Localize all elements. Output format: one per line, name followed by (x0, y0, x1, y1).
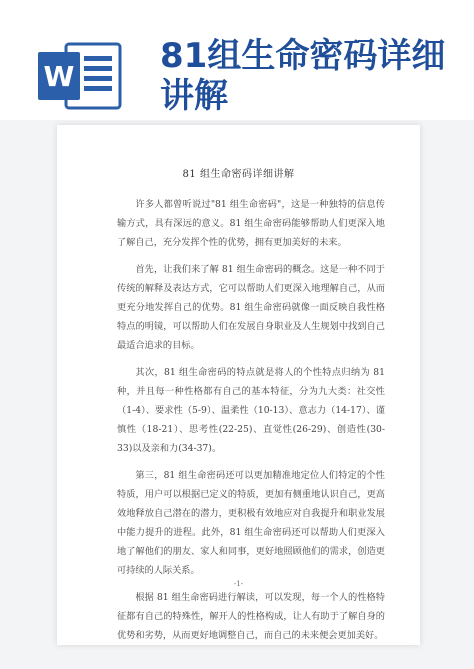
document-title: 81 组生命密码详细讲解 (182, 169, 295, 180)
paragraph-2: 首先，让我们来了解 81 组生命密码的概念。这是一种不同于传统的解释及表达方式，它可以帮助人们更深入地理解自己，从而更充分地发挥自己的优势。81 组生命密码就像一面反映自我性格特点的明镜，可以帮助人们在发展自身职业及人生规划中找到自己最适合追求的目标。 (117, 264, 385, 351)
paragraph-5: 根据 81 组生命密码进行解读，可以发现，每一个人的性格特征都有自己的特殊性，解开人的性格构成，让人有助于了解自身的优势和劣势，从而更好地调整自己，而自己的未来便会更加美好。 (117, 592, 385, 641)
svg-text:W: W (43, 60, 75, 93)
paragraph-1: 许多人都曾听说过"81 组生命密码"，这是一种独特的信息传输方式，具有深远的意义。81 组生命密码能够帮助人们更深入地了解自己，充分发挥个性的优势，拥有更加美好的未来。 (117, 199, 385, 248)
document-page (57, 125, 420, 645)
page-title: 81组生命密码详细讲解 (160, 36, 446, 116)
word-icon (36, 40, 124, 112)
paragraph-3: 其次，81 组生命密码的特点就是将人的个性特点归纳为 81 种，并且每一种性格都有自己的基本特征，分为九大类：社交性（1-4）、要求性（5-9）、温柔性（10-13）、意志力（14-17）、谨慎性（18-21）、思考性(22-25)、直觉性(26-29)、创造性(30-33)以及亲和力(34-37)。 (117, 367, 385, 454)
header (0, 0, 474, 120)
page-number: -1- (233, 580, 244, 588)
paragraph-4: 第三，81 组生命密码还可以更加精准地定位人们特定的个性特质，用户可以根据已定义的特质，更加有侧重地认识自己，更高效地释放自己潜在的潜力，更积极有效地应对自我提升和职业发展中能力提升的进程。此外，81 组生命密码还可以帮助人们更深入地了解他们的朋友、家人和同事，更好地照顾他们的需求，创造更可持续的人际关系。 (117, 470, 385, 576)
